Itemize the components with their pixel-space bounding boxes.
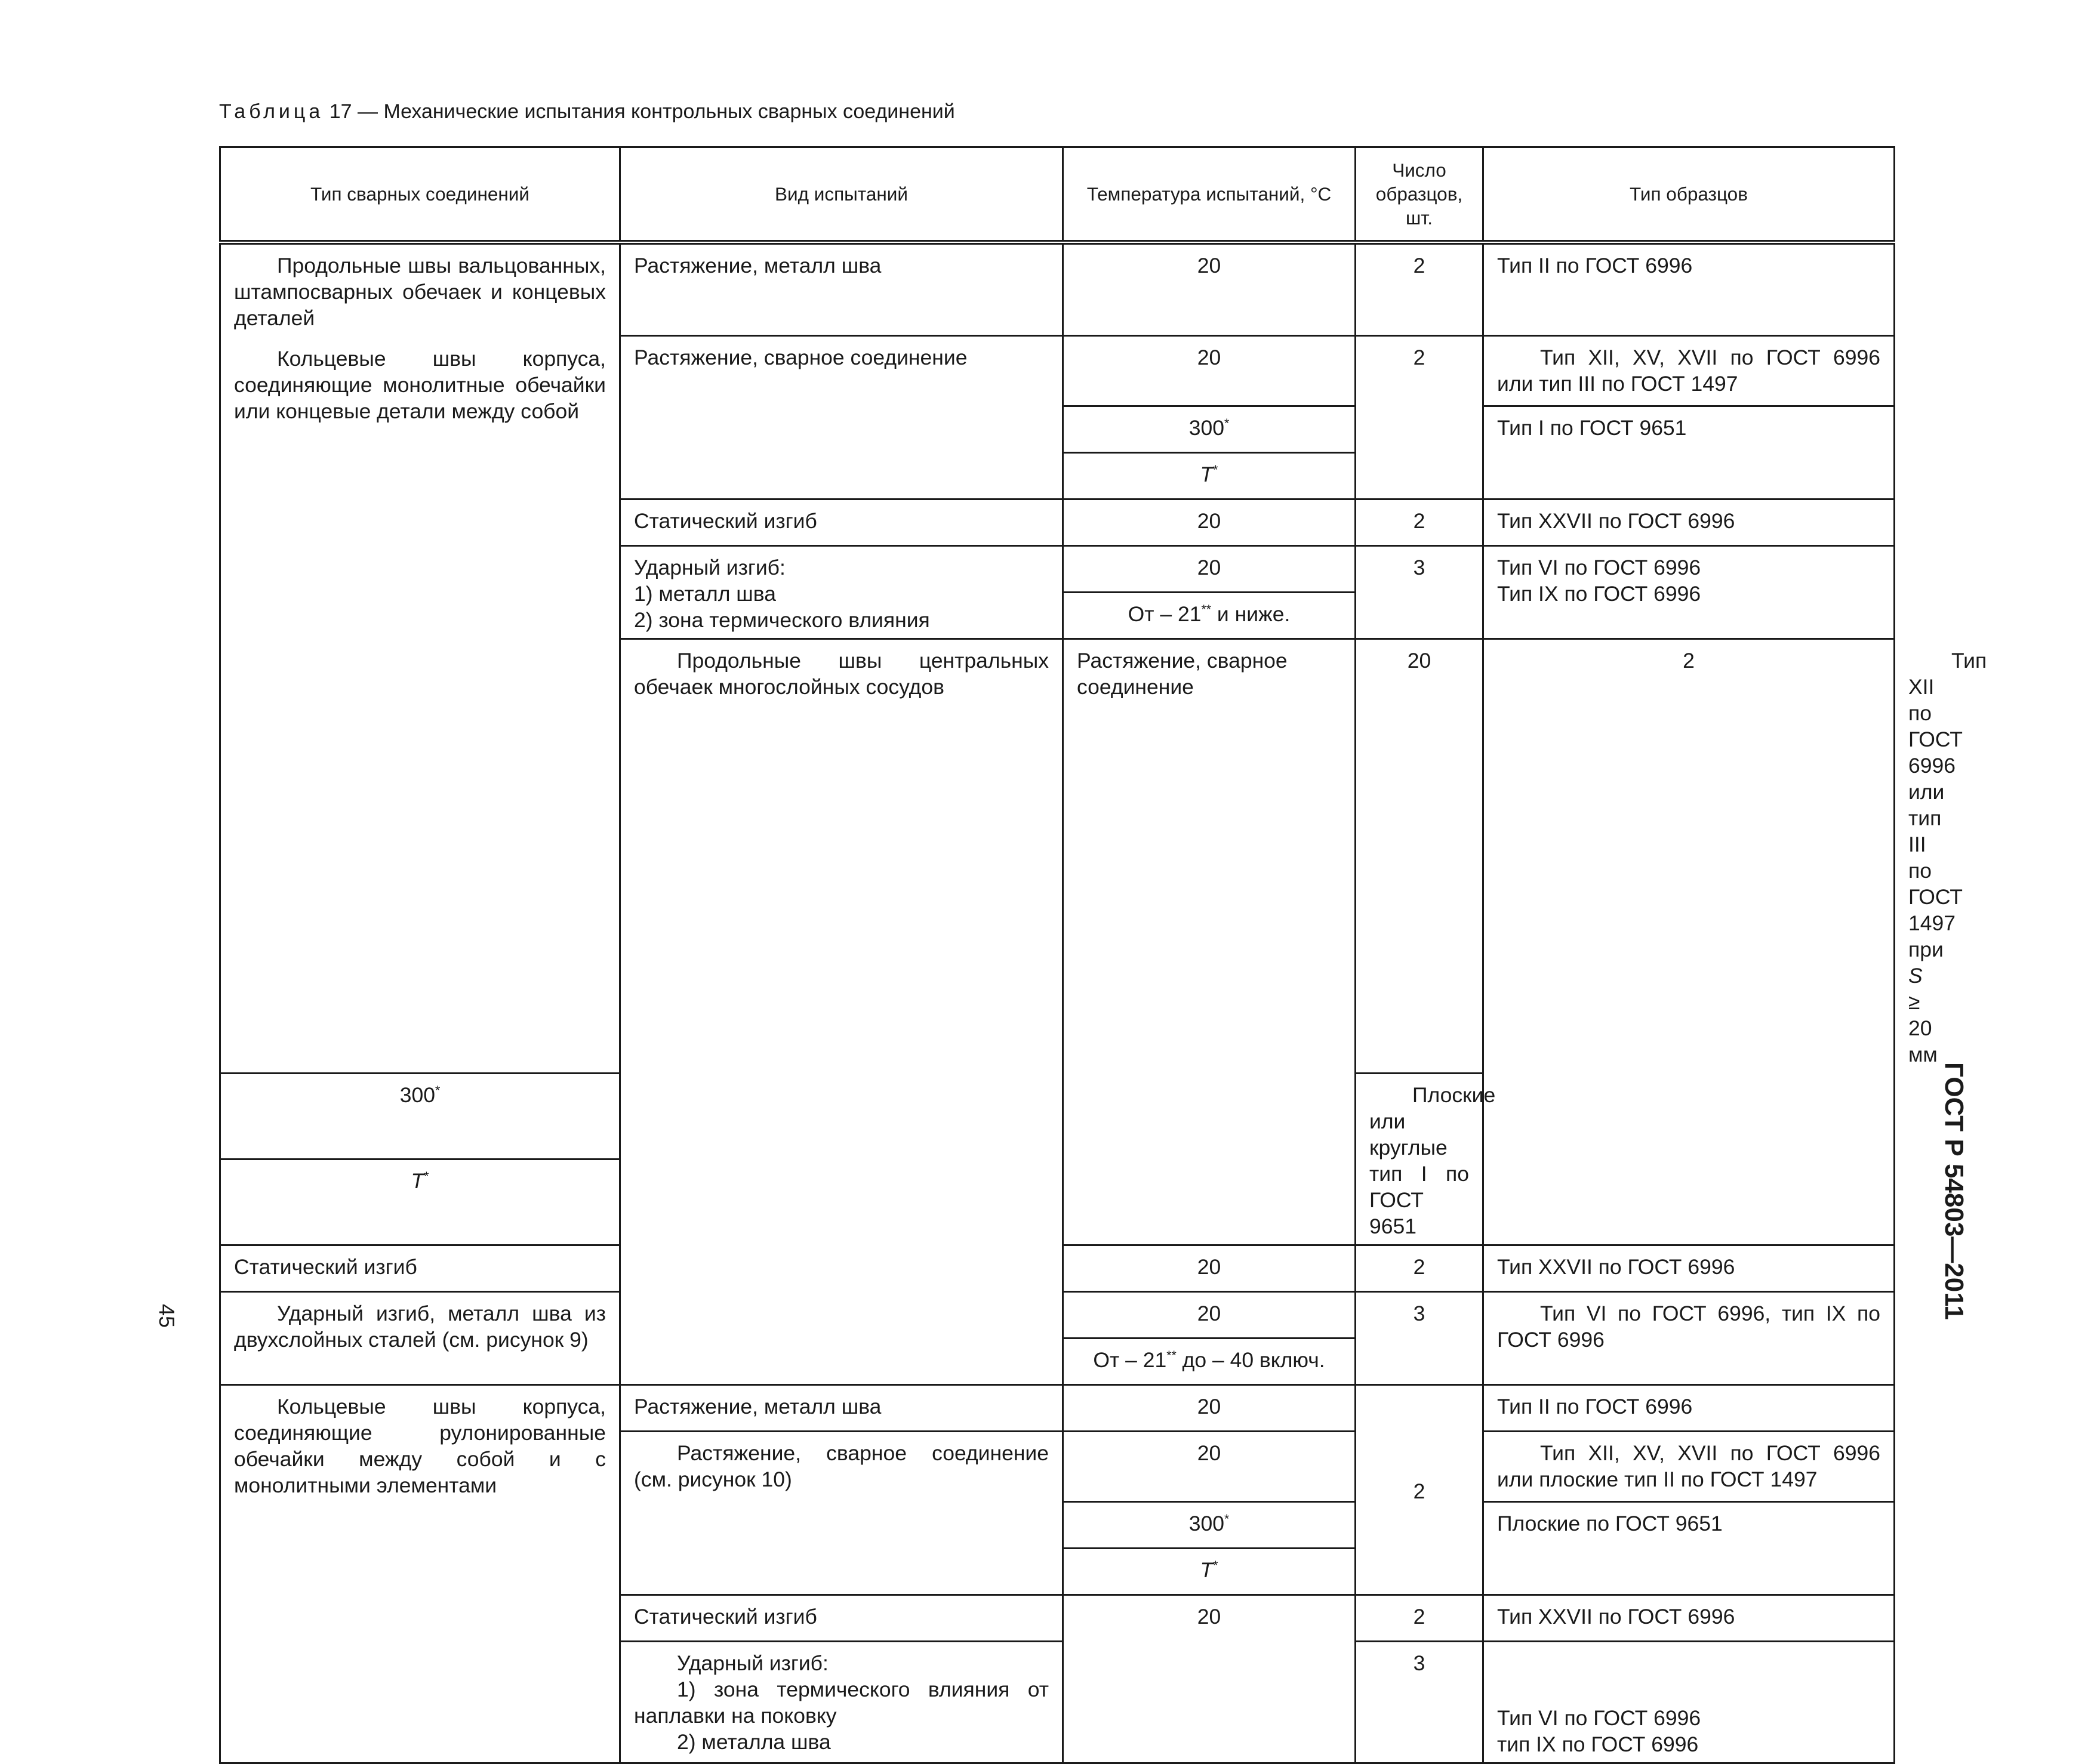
test-cell: Растяжение, сварное соединение <box>1063 639 1356 1245</box>
test-text: Ударный изгиб, металл шва из двухслойных сталей (см. рисунок 9) <box>234 1302 606 1352</box>
temp-cell <box>1063 593 1356 639</box>
test-text: 2) зона термического влияния <box>634 608 930 632</box>
specimen-cell <box>1483 546 1895 639</box>
temp-value: От – 21 <box>1128 602 1202 626</box>
footnote-mark: * <box>435 1083 441 1098</box>
specimen-cell: Тип XXVII по ГОСТ 6996 <box>1483 1595 1895 1642</box>
count-cell: 2 <box>1356 1595 1483 1642</box>
header-sample-count: Число образцов, шт. <box>1356 147 1483 243</box>
specimen-variable: S <box>1908 964 1923 988</box>
temp-cell: 20 <box>1063 1245 1356 1292</box>
test-cell: Статический изгиб <box>620 1595 1063 1642</box>
count-cell: 3 <box>1356 546 1483 639</box>
specimen-cell <box>1483 1292 1895 1385</box>
test-cell: Статический изгиб <box>620 499 1063 546</box>
temp-cell: 20 <box>1356 639 1483 1074</box>
test-cell: Растяжение, металл шва <box>620 242 1063 336</box>
page-number: 45 <box>155 1304 179 1328</box>
temp-value: От – 21 <box>1093 1348 1167 1372</box>
temp-cell <box>1063 1339 1356 1385</box>
specimen-cell: Тип I по ГОСТ 9651 <box>1483 406 1895 499</box>
specimen-cell: Тип II по ГОСТ 6996 <box>1483 242 1895 336</box>
test-cell <box>220 1292 620 1385</box>
temp-suffix: и ниже. <box>1211 602 1291 626</box>
specimen-cell <box>1483 1432 1895 1502</box>
weld-type-text: Продольные швы центральных обечаек многослойных сосудов <box>634 649 1049 699</box>
footnote-mark: * <box>1213 462 1218 477</box>
table-row <box>220 1385 1895 1432</box>
test-cell <box>620 1642 1063 1763</box>
temp-value: 300 <box>399 1083 435 1107</box>
temp-variable: T <box>1200 1558 1214 1582</box>
temp-cell <box>1063 1502 1356 1549</box>
footnote-mark: ** <box>1166 1348 1177 1363</box>
specimen-text: Тип VI по ГОСТ 6996 <box>1497 1706 1701 1730</box>
weld-type-text: Кольцевые швы корпуса, соединяющие монолитные обечайки или концевые детали между собой <box>234 347 606 423</box>
header-temperature: Температура испытаний, °C <box>1063 147 1356 243</box>
specimen-cell <box>1483 336 1895 406</box>
weld-type-text: Кольцевые швы корпуса, соединяющие рулонированные обечайки между собой и с монолитными элементами <box>234 1395 606 1497</box>
temp-cell <box>220 1074 620 1159</box>
specimen-text-part: Тип XII по ГОСТ 6996 или тип III по ГОСТ 1497 при <box>1908 649 1987 961</box>
temp-variable: T <box>411 1169 424 1193</box>
weld-type-cell <box>220 242 620 1074</box>
specimen-cell: Плоские по ГОСТ 9651 <box>1483 1502 1895 1595</box>
weld-type-cell <box>220 1385 620 1763</box>
table-caption-label: Таблица <box>219 100 324 123</box>
test-cell: Растяжение, сварное соединение <box>620 336 1063 499</box>
table-caption-text: 17 — Механические испытания контрольных сварных соединений <box>329 100 955 123</box>
count-cell: 2 <box>1483 639 1895 1245</box>
specimen-text: Тип IX по ГОСТ 6996 <box>1497 582 1701 606</box>
specimen-text: Тип XII, XV, XVII по ГОСТ 6996 или плоские тип II по ГОСТ 1497 <box>1497 1441 1880 1491</box>
header-test-kind: Вид испытаний <box>620 147 1063 243</box>
temp-cell: 20 <box>1063 1292 1356 1339</box>
weld-type-cell <box>620 639 1063 1385</box>
temp-cell <box>1063 453 1356 499</box>
specimen-text: Плоские или круглые тип I по ГОСТ 9651 <box>1369 1083 1496 1238</box>
count-cell: 2 <box>1356 336 1483 499</box>
test-text: Растяжение, сварное соединение (см. рисунок 10) <box>634 1441 1049 1491</box>
temp-cell: 20 <box>1063 1595 1356 1763</box>
test-text: 2) металла шва <box>677 1730 831 1754</box>
specimen-text-part: ≥ 20 мм <box>1908 990 1938 1066</box>
specimen-text: Тип VI по ГОСТ 6996, тип IX по ГОСТ 6996 <box>1497 1302 1880 1352</box>
header-specimen-type: Тип образцов <box>1483 147 1895 243</box>
test-text: 1) зона термического влияния от наплавки на поковку <box>634 1677 1049 1728</box>
specimen-cell: Тип II по ГОСТ 6996 <box>1483 1385 1895 1432</box>
specimen-cell: Тип XXVII по ГОСТ 6996 <box>1483 1245 1895 1292</box>
specimen-text: тип IX по ГОСТ 6996 <box>1497 1732 1699 1756</box>
document-code: ГОСТ Р 54803—2011 <box>1939 1062 1969 1320</box>
count-cell: 2 <box>1356 499 1483 546</box>
footnote-mark: * <box>1224 416 1230 431</box>
test-cell: Статический изгиб <box>220 1245 620 1292</box>
test-text: Ударный изгиб: <box>677 1651 829 1675</box>
temp-value: 300 <box>1188 416 1224 440</box>
specimen-cell <box>1356 1074 1496 1245</box>
specimen-cell: Тип XXVII по ГОСТ 6996 <box>1483 499 1895 546</box>
test-cell <box>620 546 1063 639</box>
header-weld-type: Тип сварных соединений <box>220 147 620 243</box>
specimen-text: Тип XII, XV, XVII по ГОСТ 6996 или тип III по ГОСТ 1497 <box>1497 346 1880 396</box>
temp-cell: 20 <box>1063 499 1356 546</box>
weld-type-text: Продольные швы вальцованных, штампосварных обечаек и концевых деталей <box>234 254 606 330</box>
temp-suffix: до – 40 включ. <box>1176 1348 1325 1372</box>
temp-cell <box>1063 1549 1356 1595</box>
footnote-mark: * <box>1213 1558 1218 1573</box>
specimen-cell <box>1483 1642 1895 1763</box>
table-header-row <box>220 147 1895 243</box>
count-cell: 2 <box>1356 1385 1483 1595</box>
temp-cell: 20 <box>1063 1432 1356 1502</box>
temp-value: 300 <box>1188 1512 1224 1535</box>
temp-cell <box>220 1159 620 1245</box>
temp-cell: 20 <box>1063 242 1356 336</box>
temp-cell <box>1063 406 1356 453</box>
temp-cell: 20 <box>1063 1385 1356 1432</box>
temp-cell: 20 <box>1063 336 1356 406</box>
test-cell <box>620 1432 1063 1595</box>
temp-cell: 20 <box>1063 546 1356 593</box>
table-caption <box>219 100 955 124</box>
count-cell: 3 <box>1356 1642 1483 1763</box>
test-cell: Растяжение, металл шва <box>620 1385 1063 1432</box>
table-row <box>220 242 1895 336</box>
footnote-mark: * <box>424 1169 429 1184</box>
count-cell: 2 <box>1356 242 1483 336</box>
count-cell: 3 <box>1356 1292 1483 1385</box>
count-cell: 2 <box>1356 1245 1483 1292</box>
specimen-text: Тип VI по ГОСТ 6996 <box>1497 556 1701 579</box>
test-text: 1) металл шва <box>634 582 776 606</box>
footnote-mark: ** <box>1201 602 1212 617</box>
temp-variable: T <box>1200 462 1214 486</box>
footnote-mark: * <box>1224 1512 1230 1526</box>
test-text: Ударный изгиб: <box>634 556 786 579</box>
